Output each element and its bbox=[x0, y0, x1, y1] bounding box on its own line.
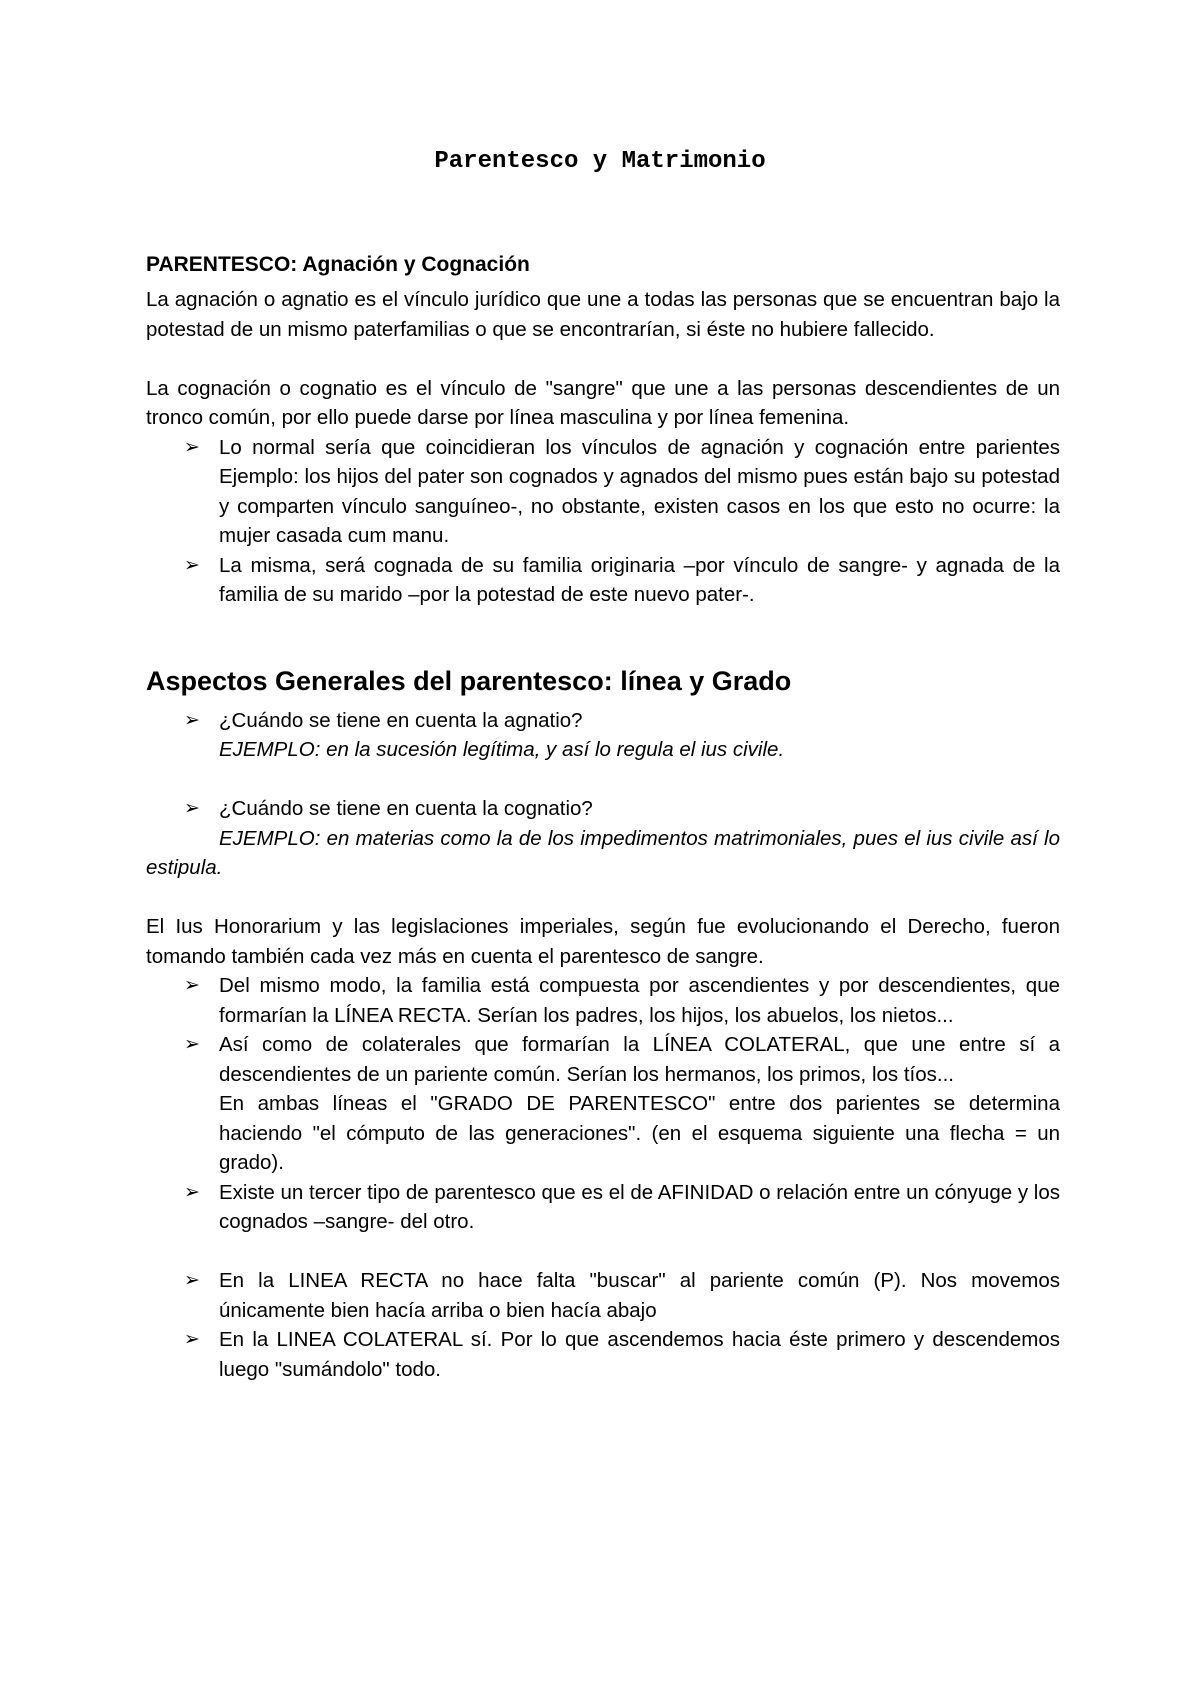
list-item-text: Del mismo modo, la familia está compuesta por ascendientes y por descendientes, que formarían la LÍNEA RECTA. Serían los padres, los hijos, los abuelos, los nietos... bbox=[219, 974, 1060, 1027]
list-item-text: En la LINEA RECTA no hace falta "buscar" al pariente común (P). Nos movemos únicamente bien hacía arriba o bien hacía abajo bbox=[219, 1269, 1060, 1322]
paragraph-cognacion: La cognación o cognatio es el vínculo de "sangre" que une a las personas descendientes de un tronco común, por ello puede darse por línea masculina y por línea femenina. bbox=[146, 376, 1060, 429]
list-item bbox=[146, 551, 1060, 610]
list-item-text: En la LINEA COLATERAL sí. Por lo que ascendemos hacia éste primero y descendemos luego "sumándolo" todo. bbox=[219, 1328, 1060, 1381]
list-item-text: Lo normal sería que coincidieran los vínculos de agnación y cognación entre parientes Ejemplo: los hijos del pater son cognados y agnados del mismo pues están bajo su potestad y comparten vínculo sanguíneo-, no obstante, existen casos en los que esto no ocurre: la mujer casada cum manu. bbox=[219, 435, 1060, 547]
paragraph-ius-honorarium: El Ius Honorarium y las legislaciones imperiales, según fue evolucionando el Derecho, fueron tomando también cada vez más en cuenta el parentesco de sangre. bbox=[146, 915, 1060, 968]
arrow-bullet-icon: ➢ bbox=[184, 1269, 200, 1291]
bullet-list-1 bbox=[146, 433, 1060, 610]
section1-heading: PARENTESCO: Agnación y Cognación bbox=[146, 253, 530, 276]
bullet-list-4 bbox=[146, 971, 1060, 1237]
list-item bbox=[146, 794, 1060, 824]
list-item bbox=[146, 433, 1060, 551]
paragraph-agnacion: La agnación o agnatio es el vínculo jurídico que une a todas las personas que se encuentran bajo la potestad de un mismo paterfamilias o que se encontrarían, si éste no hubiere fallecido. bbox=[146, 288, 1060, 341]
question-agnatio: ¿Cuándo se tiene en cuenta la agnatio? bbox=[219, 708, 583, 732]
list-item bbox=[146, 1266, 1060, 1325]
arrow-bullet-icon: ➢ bbox=[184, 553, 200, 576]
list-item bbox=[146, 1030, 1060, 1178]
bullet-list-3 bbox=[146, 794, 1060, 824]
arrow-bullet-icon: ➢ bbox=[184, 1180, 200, 1203]
example-cognatio: EJEMPLO: en materias como la de los impedimentos matrimoniales, pues el ius civile así lo estipula. bbox=[146, 826, 1060, 879]
document-body bbox=[146, 250, 1060, 1384]
arrow-bullet-icon: ➢ bbox=[184, 435, 200, 458]
list-item-text: Así como de colaterales que formarían la LÍNEA COLATERAL, que une entre sí a descendientes de un pariente común. Serían los hermanos, los primos, los tíos... bbox=[219, 1033, 1060, 1086]
list-item-text: En ambas líneas el "GRADO DE PARENTESCO" entre dos parientes se determina haciendo "el cómputo de las generaciones". (en el esquema siguiente una flecha = un grado). bbox=[219, 1092, 1060, 1174]
list-item bbox=[146, 971, 1060, 1030]
bullet-list-5 bbox=[146, 1266, 1060, 1384]
list-item-text: La misma, será cognada de su familia originaria –por vínculo de sangre- y agnada de la familia de su marido –por la potestad de este nuevo pater-. bbox=[219, 553, 1060, 606]
question-cognatio: ¿Cuándo se tiene en cuenta la cognatio? bbox=[219, 797, 593, 820]
arrow-bullet-icon: ➢ bbox=[184, 1033, 200, 1055]
list-item bbox=[146, 706, 1060, 765]
section2-heading: Aspectos Generales del parentesco: línea y Grado bbox=[146, 665, 792, 696]
example-agnatio: EJEMPLO: en la sucesión legítima, y así lo regula el ius civile. bbox=[219, 738, 785, 761]
arrow-bullet-icon: ➢ bbox=[184, 797, 200, 819]
list-item bbox=[146, 1325, 1060, 1384]
list-item bbox=[146, 1178, 1060, 1237]
bullet-list-2 bbox=[146, 706, 1060, 765]
arrow-bullet-icon: ➢ bbox=[184, 974, 200, 996]
arrow-bullet-icon: ➢ bbox=[184, 708, 200, 731]
arrow-bullet-icon: ➢ bbox=[184, 1328, 200, 1350]
document-title: Parentesco y Matrimonio bbox=[434, 148, 766, 175]
list-item-text: Existe un tercer tipo de parentesco que es el de AFINIDAD o relación entre un cónyuge y los cognados –sangre- del otro. bbox=[219, 1180, 1060, 1233]
